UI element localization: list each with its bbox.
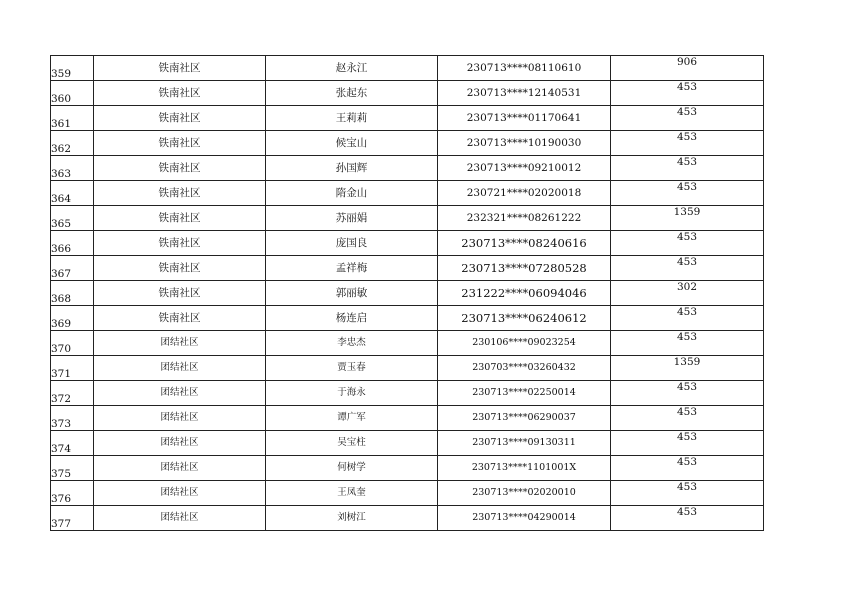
name-cell: 孟祥梅: [266, 256, 438, 281]
id-number-cell: 230713****1101001X: [438, 456, 611, 481]
row-number-cell: 366: [51, 231, 94, 256]
id-number-cell: 230713****06240612: [438, 306, 611, 331]
row-number-cell: 371: [51, 356, 94, 381]
community-cell: 铁南社区: [94, 106, 266, 131]
id-number-cell: 230713****09210012: [438, 156, 611, 181]
table-row: [51, 306, 764, 331]
name-cell: 王凤奎: [266, 481, 438, 506]
amount-cell: 453: [611, 306, 764, 331]
community-cell: 团结社区: [94, 456, 266, 481]
name-cell: 候宝山: [266, 131, 438, 156]
table-row: [51, 356, 764, 381]
table-row: [51, 131, 764, 156]
id-number-cell: 232321****08261222: [438, 206, 611, 231]
community-cell: 团结社区: [94, 331, 266, 356]
table-row: [51, 431, 764, 456]
table-row: [51, 406, 764, 431]
row-number-cell: 365: [51, 206, 94, 231]
table-row: [51, 56, 764, 81]
id-number-cell: 230713****08240616: [438, 231, 611, 256]
amount-cell: 453: [611, 231, 764, 256]
table-row: [51, 281, 764, 306]
amount-cell: 453: [611, 131, 764, 156]
amount-cell: 453: [611, 181, 764, 206]
amount-cell: 453: [611, 331, 764, 356]
amount-cell: 453: [611, 431, 764, 456]
name-cell: 张起东: [266, 81, 438, 106]
row-number-cell: 370: [51, 331, 94, 356]
table-row: [51, 106, 764, 131]
community-cell: 铁南社区: [94, 256, 266, 281]
row-number-cell: 369: [51, 306, 94, 331]
id-number-cell: 231222****06094046: [438, 281, 611, 306]
row-number-cell: 374: [51, 431, 94, 456]
id-number-cell: 230713****04290014: [438, 506, 611, 531]
amount-cell: 906: [611, 56, 764, 81]
table-row: [51, 331, 764, 356]
name-cell: 赵永江: [266, 56, 438, 81]
name-cell: 孙国辉: [266, 156, 438, 181]
id-number-cell: 230713****01170641: [438, 106, 611, 131]
table-row: [51, 181, 764, 206]
table-row: [51, 481, 764, 506]
row-number-cell: 377: [51, 506, 94, 531]
community-cell: 铁南社区: [94, 56, 266, 81]
table-row: [51, 256, 764, 281]
community-cell: 团结社区: [94, 506, 266, 531]
amount-cell: 453: [611, 256, 764, 281]
community-cell: 团结社区: [94, 356, 266, 381]
row-number-cell: 364: [51, 181, 94, 206]
row-number-cell: 359: [51, 56, 94, 81]
name-cell: 王莉莉: [266, 106, 438, 131]
name-cell: 隋金山: [266, 181, 438, 206]
name-cell: 何树学: [266, 456, 438, 481]
name-cell: 刘树江: [266, 506, 438, 531]
row-number-cell: 363: [51, 156, 94, 181]
table-row: [51, 206, 764, 231]
community-cell: 铁南社区: [94, 281, 266, 306]
name-cell: 杨连启: [266, 306, 438, 331]
row-number-cell: 361: [51, 106, 94, 131]
name-cell: 李忠杰: [266, 331, 438, 356]
id-number-cell: 230713****06290037: [438, 406, 611, 431]
row-number-cell: 360: [51, 81, 94, 106]
row-number-cell: 362: [51, 131, 94, 156]
data-table: [50, 55, 764, 531]
id-number-cell: 230713****02250014: [438, 381, 611, 406]
table-row: [51, 81, 764, 106]
community-cell: 团结社区: [94, 481, 266, 506]
id-number-cell: 230703****03260432: [438, 356, 611, 381]
table-row: [51, 231, 764, 256]
table-row: [51, 506, 764, 531]
amount-cell: 453: [611, 406, 764, 431]
amount-cell: 453: [611, 381, 764, 406]
amount-cell: 453: [611, 481, 764, 506]
community-cell: 团结社区: [94, 431, 266, 456]
community-cell: 铁南社区: [94, 131, 266, 156]
amount-cell: 302: [611, 281, 764, 306]
table-body: [51, 56, 764, 531]
community-cell: 铁南社区: [94, 231, 266, 256]
community-cell: 铁南社区: [94, 81, 266, 106]
amount-cell: 1359: [611, 206, 764, 231]
row-number-cell: 376: [51, 481, 94, 506]
name-cell: 贾玉春: [266, 356, 438, 381]
row-number-cell: 373: [51, 406, 94, 431]
id-number-cell: 230721****02020018: [438, 181, 611, 206]
id-number-cell: 230713****10190030: [438, 131, 611, 156]
table-row: [51, 156, 764, 181]
name-cell: 谭广军: [266, 406, 438, 431]
name-cell: 于海永: [266, 381, 438, 406]
community-cell: 铁南社区: [94, 156, 266, 181]
row-number-cell: 367: [51, 256, 94, 281]
table-row: [51, 456, 764, 481]
id-number-cell: 230713****07280528: [438, 256, 611, 281]
name-cell: 吴宝柱: [266, 431, 438, 456]
amount-cell: 453: [611, 456, 764, 481]
row-number-cell: 368: [51, 281, 94, 306]
community-cell: 团结社区: [94, 406, 266, 431]
community-cell: 铁南社区: [94, 181, 266, 206]
name-cell: 郭丽敏: [266, 281, 438, 306]
amount-cell: 453: [611, 506, 764, 531]
name-cell: 苏丽娟: [266, 206, 438, 231]
row-number-cell: 372: [51, 381, 94, 406]
id-number-cell: 230106****09023254: [438, 331, 611, 356]
amount-cell: 453: [611, 106, 764, 131]
amount-cell: 453: [611, 156, 764, 181]
id-number-cell: 230713****12140531: [438, 81, 611, 106]
community-cell: 团结社区: [94, 381, 266, 406]
table-row: [51, 381, 764, 406]
id-number-cell: 230713****02020010: [438, 481, 611, 506]
row-number-cell: 375: [51, 456, 94, 481]
id-number-cell: 230713****08110610: [438, 56, 611, 81]
amount-cell: 1359: [611, 356, 764, 381]
community-cell: 铁南社区: [94, 306, 266, 331]
name-cell: 庞国良: [266, 231, 438, 256]
id-number-cell: 230713****09130311: [438, 431, 611, 456]
community-cell: 铁南社区: [94, 206, 266, 231]
amount-cell: 453: [611, 81, 764, 106]
